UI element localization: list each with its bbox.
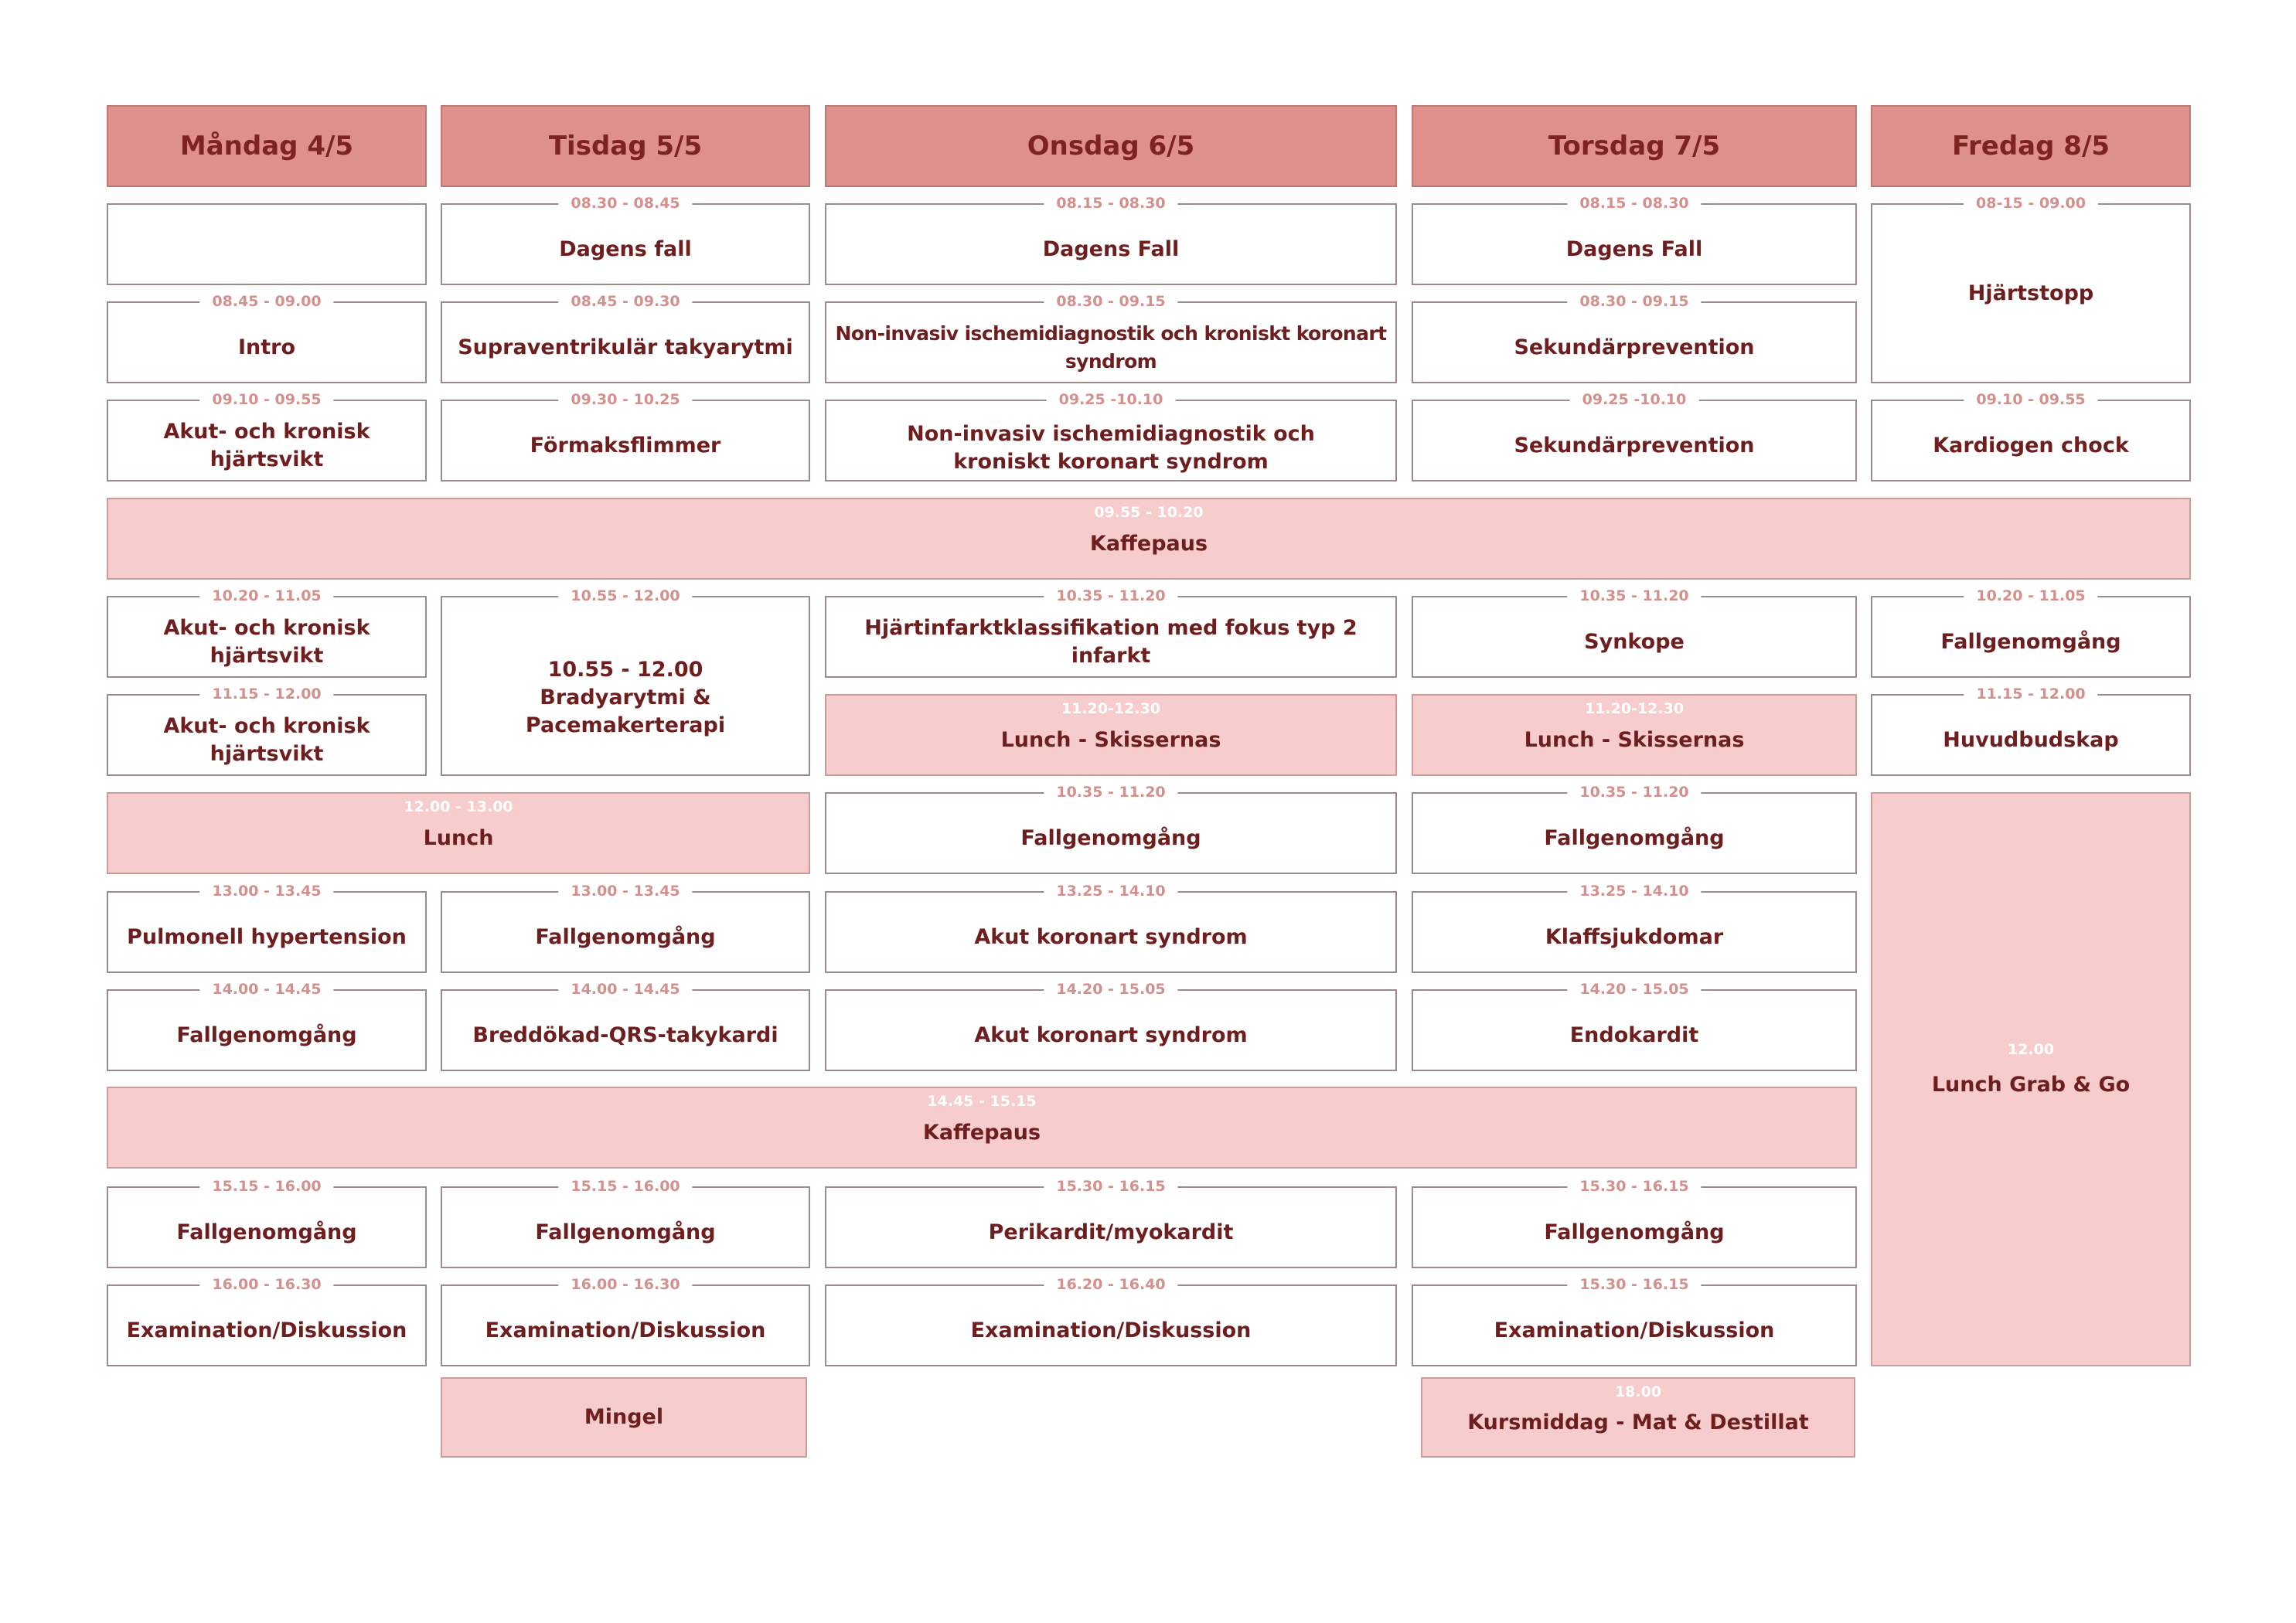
session-slot — [441, 195, 810, 285]
day-header-monday: Måndag 4/5 — [107, 105, 427, 187]
session-title: Endokardit — [1569, 1023, 1699, 1047]
session-time: 10.20 - 11.05 — [199, 586, 333, 606]
session-slot — [441, 391, 810, 481]
session-title: Examination/Diskussion — [1494, 1318, 1775, 1342]
session-time: 08.15 - 08.30 — [1044, 193, 1177, 213]
day-header-tuesday: Tisdag 5/5 — [441, 105, 810, 187]
session-slot — [1412, 293, 1857, 383]
break-title: Lunch Grab & Go — [1931, 1072, 2131, 1097]
session-time: 09.25 -10.10 — [1570, 390, 1699, 410]
session-slot — [107, 686, 427, 776]
session-title: Synkope — [1584, 630, 1685, 654]
session-slot — [1412, 1178, 1857, 1268]
day-header-wednesday: Onsdag 6/5 — [825, 105, 1397, 187]
session-slot — [107, 1276, 427, 1366]
session-time: 09.30 - 10.25 — [558, 390, 692, 410]
session-time: 14.00 - 14.45 — [558, 979, 692, 999]
session-slot — [825, 1276, 1397, 1366]
session-title: Pulmonell hypertension — [127, 925, 407, 949]
session-time: 13.00 - 13.45 — [199, 881, 333, 901]
session-slot — [1871, 195, 2191, 383]
session-title: Perikardit/myokardit — [988, 1220, 1234, 1244]
session-title: Non-invasiv ischemidiagnostik och kroniskt koronart syndrom — [835, 322, 1387, 373]
session-time: 08.30 - 09.15 — [1044, 291, 1177, 311]
session-title: Akut koronart syndrom — [974, 1023, 1248, 1047]
session-title: Kardiogen chock — [1933, 434, 2129, 458]
session-title: Examination/Diskussion — [126, 1318, 407, 1342]
day-header-friday: Fredag 8/5 — [1871, 105, 2191, 187]
session-slot — [107, 391, 427, 481]
session-title: Fallgenomgång — [1940, 630, 2121, 654]
session-slot — [825, 981, 1397, 1071]
session-slot — [825, 784, 1397, 874]
session-title: Fallgenomgång — [176, 1220, 357, 1244]
session-title: Huvudbudskap — [1943, 728, 2119, 752]
session-title: Akut- och kronisk hjärtsvikt — [163, 616, 370, 668]
coffee-break-morning — [107, 498, 2191, 580]
lunch-break-mon-tue — [107, 792, 810, 874]
session-title: Klaffsjukdomar — [1545, 925, 1724, 949]
session-slot — [825, 1178, 1397, 1268]
monday-empty-slot — [107, 203, 427, 285]
session-slot — [1412, 587, 1857, 678]
session-time: 15.30 - 16.15 — [1567, 1274, 1701, 1295]
session-time: 08.30 - 08.45 — [558, 193, 692, 213]
day-header-thursday: Torsdag 7/5 — [1412, 105, 1857, 187]
session-slot — [825, 587, 1397, 678]
session-title: Supraventrikulär takyarytmi — [458, 335, 793, 359]
session-title: Breddökad-QRS-takykardi — [472, 1023, 778, 1047]
break-time: 14.45 - 15.15 — [927, 1093, 1037, 1110]
break-title: Lunch — [423, 826, 494, 850]
session-time: 16.20 - 16.40 — [1044, 1274, 1177, 1295]
session-slot — [825, 293, 1397, 383]
coffee-break-afternoon — [107, 1087, 1857, 1169]
session-time: 08.30 - 09.15 — [1567, 291, 1701, 311]
session-title: Dagens fall — [559, 237, 692, 261]
session-slot — [1412, 391, 1857, 481]
session-slot — [1871, 587, 2191, 678]
session-slot — [441, 981, 810, 1071]
course-dinner-event — [1421, 1377, 1855, 1458]
session-slot — [107, 587, 427, 678]
session-time: 10.35 - 11.20 — [1044, 586, 1177, 606]
session-slot — [825, 883, 1397, 973]
break-time: 12.00 - 13.00 — [404, 798, 513, 815]
session-time: 08-15 - 09.00 — [1964, 193, 2098, 213]
session-title: Fallgenomgång — [1020, 826, 1201, 850]
session-slot — [825, 195, 1397, 285]
session-title: Examination/Diskussion — [485, 1318, 766, 1342]
event-title: Mingel — [584, 1405, 664, 1429]
session-slot — [1412, 883, 1857, 973]
session-slot — [441, 293, 810, 383]
session-time: 16.00 - 16.30 — [199, 1274, 333, 1295]
session-slot — [1412, 981, 1857, 1071]
session-title: Hjärtinfarktklassifikation med fokus typ 2 infarkt — [864, 616, 1358, 668]
session-time: 15.15 - 16.00 — [558, 1176, 692, 1196]
session-time: 15.15 - 16.00 — [199, 1176, 333, 1196]
break-title: Lunch - Skissernas — [1000, 728, 1221, 752]
session-slot — [825, 391, 1397, 481]
session-time: 10.35 - 11.20 — [1567, 782, 1701, 802]
session-title: 10.55 - 12.00 Bradyarytmi & Pacemakerterapi — [525, 658, 726, 737]
break-title: Kaffepaus — [922, 1121, 1041, 1145]
session-time: 14.00 - 14.45 — [199, 979, 333, 999]
session-time: 10.35 - 11.20 — [1567, 586, 1701, 606]
session-time: 11.15 - 12.00 — [199, 684, 333, 704]
break-time: 11.20-12.30 — [1584, 700, 1685, 717]
session-slot — [441, 1276, 810, 1366]
session-title: Sekundärprevention — [1514, 335, 1755, 359]
session-time: 13.00 - 13.45 — [558, 881, 692, 901]
break-time: 12.00 — [2007, 1041, 2055, 1058]
session-title: Fallgenomgång — [535, 1220, 716, 1244]
session-time: 08.15 - 08.30 — [1567, 193, 1701, 213]
session-slot — [1412, 1276, 1857, 1366]
session-time: 09.25 -10.10 — [1047, 390, 1176, 410]
session-time: 16.00 - 16.30 — [558, 1274, 692, 1295]
event-time: 18.00 — [1614, 1383, 1662, 1400]
session-slot — [441, 1178, 810, 1268]
session-title: Non-invasiv ischemidiagnostik och kroniskt koronart syndrom — [907, 422, 1315, 474]
session-time: 10.55 - 12.00 — [558, 586, 692, 606]
session-slot — [1871, 686, 2191, 776]
session-slot — [1871, 391, 2191, 481]
session-time: 09.10 - 09.55 — [199, 390, 333, 410]
session-slot — [107, 1178, 427, 1268]
session-title: Dagens Fall — [1042, 237, 1180, 261]
mingel-event — [441, 1377, 807, 1458]
session-slot — [441, 587, 810, 776]
session-title: Fallgenomgång — [176, 1023, 357, 1047]
lunch-break — [1412, 694, 1857, 776]
lunch-break — [825, 694, 1397, 776]
session-title: Akut- och kronisk hjärtsvikt — [163, 714, 370, 766]
session-time: 13.25 - 14.10 — [1044, 881, 1177, 901]
session-time: 15.30 - 16.15 — [1044, 1176, 1177, 1196]
session-title: Examination/Diskussion — [970, 1318, 1252, 1342]
session-slot — [107, 293, 427, 383]
session-title: Dagens Fall — [1565, 237, 1703, 261]
session-title: Hjärtstopp — [1967, 281, 2094, 305]
session-slot — [107, 981, 427, 1071]
session-title: Förmaksflimmer — [530, 434, 721, 458]
break-time: 11.20-12.30 — [1061, 700, 1161, 717]
session-title: Fallgenomgång — [535, 925, 716, 949]
session-time: 11.15 - 12.00 — [1964, 684, 2097, 704]
session-time: 13.25 - 14.10 — [1567, 881, 1701, 901]
session-title: Fallgenomgång — [1544, 826, 1725, 850]
break-time: 09.55 - 10.20 — [1094, 504, 1204, 521]
session-slot — [1412, 784, 1857, 874]
session-time: 08.45 - 09.30 — [558, 291, 692, 311]
session-title: Intro — [237, 335, 296, 359]
session-slot — [441, 883, 810, 973]
session-title: Akut koronart syndrom — [974, 925, 1248, 949]
session-time: 10.35 - 11.20 — [1044, 782, 1177, 802]
lunch-grab-and-go — [1871, 792, 2191, 1366]
session-slot — [107, 883, 427, 973]
session-title: Akut- och kronisk hjärtsvikt — [163, 420, 370, 471]
session-title: Sekundärprevention — [1514, 434, 1755, 458]
session-time: 14.20 - 15.05 — [1044, 979, 1177, 999]
session-time: 09.10 - 09.55 — [1964, 390, 2097, 410]
break-title: Lunch - Skissernas — [1524, 728, 1745, 752]
session-time: 14.20 - 15.05 — [1567, 979, 1701, 999]
break-title: Kaffepaus — [1089, 532, 1208, 556]
session-time: 08.45 - 09.00 — [199, 291, 333, 311]
session-title: Fallgenomgång — [1544, 1220, 1725, 1244]
session-time: 10.20 - 11.05 — [1964, 586, 2097, 606]
session-slot — [1412, 195, 1857, 285]
event-title: Kursmiddag - Mat & Destillat — [1467, 1410, 1809, 1434]
session-time: 15.30 - 16.15 — [1567, 1176, 1701, 1196]
